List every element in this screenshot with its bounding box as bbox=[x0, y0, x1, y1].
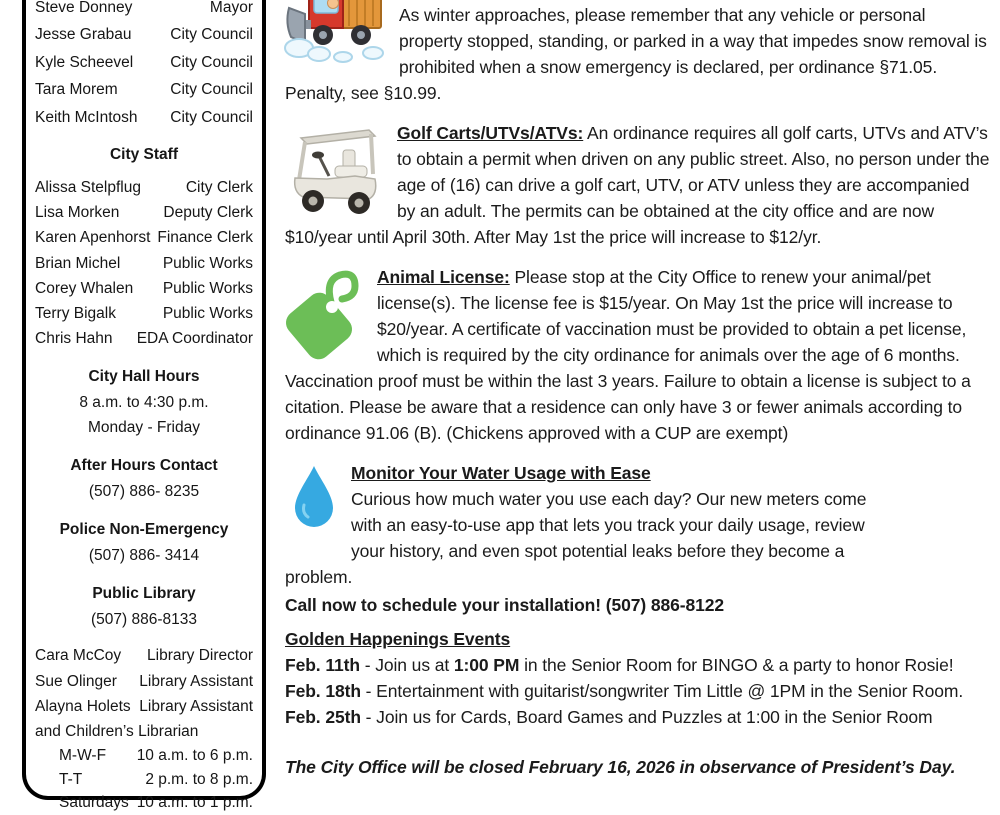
golden-happenings-section bbox=[285, 626, 991, 730]
library-hours-row bbox=[35, 744, 253, 768]
person-role: City Council bbox=[170, 81, 253, 99]
person-name: Lisa Morken bbox=[35, 204, 120, 222]
price-tag-icon bbox=[285, 266, 367, 366]
council-row bbox=[35, 76, 253, 103]
person-name: Karen Apenhorst bbox=[35, 229, 151, 247]
person-role: Library Assistant bbox=[139, 672, 253, 690]
person-role: City Council bbox=[170, 26, 253, 44]
events-heading: Golden Happenings Events bbox=[285, 629, 511, 649]
city-staff-heading: City Staff bbox=[109, 146, 179, 164]
newsletter-body bbox=[285, 2, 991, 780]
library-hours bbox=[35, 744, 253, 815]
water-install-cta: Call now to schedule your installation! (507) 886-8122 bbox=[285, 595, 725, 615]
water-drop-icon bbox=[293, 464, 335, 564]
staff-row bbox=[35, 251, 253, 276]
person-name: Tara Morem bbox=[35, 81, 118, 99]
person-role: Deputy Clerk bbox=[163, 204, 253, 222]
person-role: EDA Coordinator bbox=[136, 330, 253, 348]
person-role: Public Works bbox=[162, 254, 253, 272]
person-role: Finance Clerk bbox=[157, 229, 253, 247]
council-row bbox=[35, 104, 253, 131]
city-hall-hours-heading: City Hall Hours bbox=[88, 368, 200, 386]
library-staff-note: and Children’s Librarian bbox=[35, 723, 199, 741]
staff-row bbox=[35, 276, 253, 301]
person-role: City Council bbox=[170, 53, 253, 71]
city-hall-hours-time: 8 a.m. to 4:30 p.m. bbox=[79, 394, 209, 412]
person-name: Alayna Holets bbox=[35, 697, 131, 715]
police-nonemergency-phone: (507) 886- 3414 bbox=[88, 547, 200, 565]
library-staff-row bbox=[35, 669, 253, 694]
person-role: City Council bbox=[170, 108, 253, 126]
public-library-heading: Public Library bbox=[92, 585, 196, 603]
hours-days: T-T bbox=[59, 770, 83, 788]
library-staff-roster bbox=[35, 643, 253, 744]
person-name: Steve Donney bbox=[35, 0, 133, 16]
library-staff-row bbox=[35, 694, 253, 719]
person-name: Jesse Grabau bbox=[35, 26, 132, 44]
library-staff-row bbox=[35, 643, 253, 668]
person-role: Mayor bbox=[209, 0, 253, 16]
person-name: Alissa Stelpflug bbox=[35, 179, 141, 197]
snow-emergency-section bbox=[285, 2, 991, 106]
staff-row bbox=[35, 326, 253, 351]
snow-plow-truck-icon bbox=[285, 0, 387, 62]
office-closure-notice: The City Office will be closed February 16, 2026 in observance of President’s Day. bbox=[285, 757, 956, 777]
after-hours-phone: (507) 886- 8235 bbox=[88, 483, 200, 501]
public-library-phone: (507) 886-8133 bbox=[91, 611, 197, 629]
event-item: Feb. 11th - Join us at 1:00 PM in the Senior Room for BINGO & a party to honor Rosie! bbox=[285, 655, 954, 675]
staff-row bbox=[35, 225, 253, 250]
council-row bbox=[35, 21, 253, 48]
person-role: City Clerk bbox=[185, 179, 253, 197]
hours-time: 10 a.m. to 1 p.m. bbox=[136, 794, 253, 812]
golf-carts-text: Golf Carts/UTVs/ATVs: An ordinance requires all golf carts, UTVs and ATV’s to obtain a permit when driven on any public street. Also, no person under the age of (16) can drive a golf cart, UTV, or ATV unless they are accompanied by an adult. The permits can be obtained at the city office and are now $10/year until April 30th. After May 1st the price will increase to $12/yr. bbox=[285, 123, 990, 247]
person-role: Library Director bbox=[147, 647, 253, 665]
contact-sidebar bbox=[22, 0, 266, 812]
person-name: Sue Olinger bbox=[35, 672, 117, 690]
golf-cart-icon bbox=[285, 122, 385, 222]
city-council-roster bbox=[35, 0, 253, 131]
person-name: Keith McIntosh bbox=[35, 108, 138, 126]
hours-days: Saturdays bbox=[59, 794, 129, 812]
golf-carts-section bbox=[285, 120, 991, 250]
city-staff-roster bbox=[35, 175, 253, 351]
animal-license-section bbox=[285, 264, 991, 446]
person-name: Cara McCoy bbox=[35, 647, 122, 665]
water-usage-text: Curious how much water you use each day? Our new meters come with an easy-to-use app that lets you track your daily usage, review your history, and even spot potential leaks before they become a problem. bbox=[285, 489, 867, 587]
person-name: Chris Hahn bbox=[35, 330, 113, 348]
staff-row bbox=[35, 301, 253, 326]
police-nonemergency-heading: Police Non-Emergency bbox=[59, 521, 229, 539]
event-item: Feb. 25th - Join us for Cards, Board Games and Puzzles at 1:00 in the Senior Room bbox=[285, 707, 933, 727]
event-item: Feb. 18th - Entertainment with guitarist/songwriter Tim Little @ 1PM in the Senior Room. bbox=[285, 681, 964, 701]
person-name: Corey Whalen bbox=[35, 279, 134, 297]
person-name: Brian Michel bbox=[35, 254, 121, 272]
water-usage-heading: Monitor Your Water Usage with Ease bbox=[351, 463, 651, 483]
staff-row bbox=[35, 175, 253, 200]
snow-emergency-text: As winter approaches, please remember that any vehicle or personal property stopped, standing, or parked in a way that impedes snow removal is prohibited when a snow emergency is declared, per ordinance §71.05. Penalty, see §10.99. bbox=[285, 5, 987, 103]
person-name: Terry Bigalk bbox=[35, 305, 116, 323]
library-hours-row bbox=[35, 791, 253, 815]
hours-time: 10 a.m. to 6 p.m. bbox=[136, 747, 253, 765]
staff-row bbox=[35, 200, 253, 225]
hours-days: M-W-F bbox=[59, 747, 107, 765]
water-usage-section bbox=[285, 460, 991, 590]
city-hall-hours-days: Monday - Friday bbox=[88, 419, 200, 437]
person-role: Public Works bbox=[162, 279, 253, 297]
library-hours-row bbox=[35, 768, 253, 792]
hours-time: 2 p.m. to 8 p.m. bbox=[145, 770, 253, 788]
person-name: Kyle Scheevel bbox=[35, 53, 134, 71]
council-row bbox=[35, 49, 253, 76]
council-row bbox=[35, 0, 253, 21]
animal-license-text: Animal License: Please stop at the City Office to renew your animal/pet license(s). The license fee is $15/year. On May 1st the price will increase to $20/year. A certificate of vaccination must be provided to obtain a pet license, which is required by the city ordinance for animals over the age of 6 months. Vaccination proof must be within the last 3 years. Failure to obtain a license is subject to a citation. Please be aware that a residence can only have 3 or fewer animals according to ordinance 91.06 (B). (Chickens approved with a CUP are exempt) bbox=[285, 267, 971, 443]
person-role: Library Assistant bbox=[139, 697, 253, 715]
person-role: Public Works bbox=[162, 305, 253, 323]
after-hours-heading: After Hours Contact bbox=[70, 457, 218, 475]
